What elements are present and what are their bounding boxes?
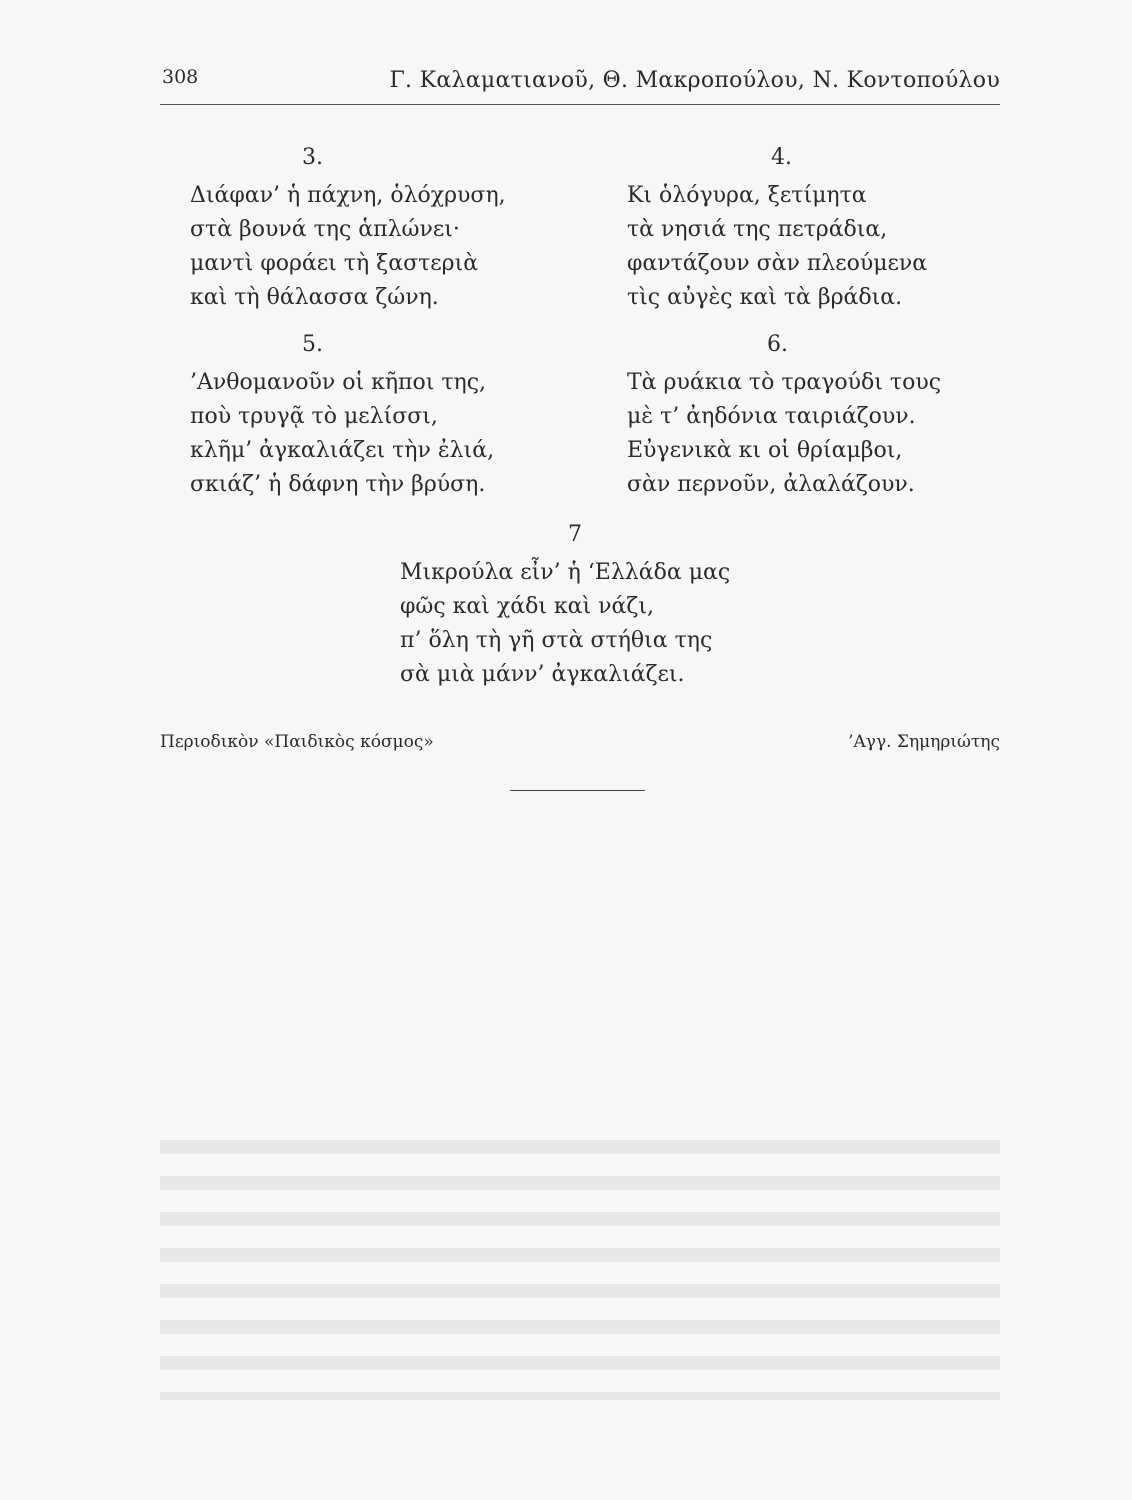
verse-line: Κι ὁλόγυρα, ξετίμητα — [627, 183, 867, 208]
verse-line: μαντὶ φοράει τὴ ξαστεριὰ — [190, 251, 479, 276]
header-rule — [160, 104, 1000, 105]
stanza-lines — [190, 179, 506, 315]
end-rule — [510, 790, 645, 791]
page-header — [160, 66, 1000, 106]
running-title: Γ. Καλαματιανοῦ, Θ. Μακροπούλου, Ν. Κοντοπούλου — [389, 68, 1000, 93]
verse-line: Μικρούλα εἶν’ ἡ ‘Ελλάδα μας — [400, 560, 731, 585]
verse-line: μὲ τ’ ἀηδόνια ταιριάζουν. — [627, 404, 916, 429]
verse-line: π’ ὅλη τὴ γῆ στὰ στήθια της — [400, 628, 713, 653]
verse-line: τὶς αὐγὲς καὶ τὰ βράδια. — [627, 285, 903, 310]
bleed-through-texture — [160, 1140, 1000, 1400]
verse-line: φαντάζουν σὰν πλεούμενα — [627, 251, 928, 276]
stanza-5 — [190, 332, 570, 512]
verse-line: κλῆμ’ ἀγκαλιάζει τὴν ἐλιά, — [190, 438, 495, 463]
verse-line: ’Ανθομανοῦν οἱ κῆποι της, — [190, 370, 487, 395]
verse-line: στὰ βουνά της ἁπλώνει· — [190, 217, 460, 242]
stanza-7 — [400, 522, 800, 702]
verse-line: Διάφαν’ ἡ πάχνη, ὁλόχρυση, — [190, 183, 506, 208]
stanza-3 — [190, 145, 570, 325]
verse-line: ποὺ τρυγᾷ τὸ μελίσσι, — [190, 404, 438, 429]
stanza-lines — [190, 366, 494, 502]
stanza-lines — [627, 366, 941, 502]
verse-line: σὰν περνοῦν, ἀλαλάζουν. — [627, 472, 915, 497]
verse-line: σὰ μιὰ μάνν’ ἀγκαλιάζει. — [400, 662, 685, 687]
verse-line: τὰ νησιά της πετράδια, — [627, 217, 888, 242]
poem-attribution — [160, 732, 1000, 762]
stanza-lines — [400, 556, 730, 692]
stanza-lines — [627, 179, 927, 315]
author-name: ’Αγγ. Σημηριώτης — [848, 732, 1000, 752]
stanza-number: 3. — [302, 145, 323, 170]
stanza-number: 7 — [568, 522, 582, 547]
source-citation: Περιοδικὸν «Παιδικὸς κόσμος» — [160, 732, 434, 752]
stanza-4 — [627, 145, 1007, 325]
stanza-number: 6. — [767, 332, 788, 357]
verse-line: σκιάζ’ ἡ δάφνη τὴν βρύση. — [190, 472, 486, 497]
verse-line: καὶ τὴ θάλασσα ζώνη. — [190, 285, 439, 310]
verse-line: φῶς καὶ χάδι καὶ νάζι, — [400, 594, 654, 619]
verse-line: Εὐγενικὰ κι οἱ θρίαμβοι, — [627, 438, 903, 463]
verse-line: Τὰ ρυάκια τὸ τραγούδι τους — [627, 370, 942, 395]
stanza-6 — [627, 332, 1007, 512]
stanza-number: 5. — [302, 332, 323, 357]
stanza-number: 4. — [771, 145, 792, 170]
page-number: 308 — [162, 66, 199, 88]
